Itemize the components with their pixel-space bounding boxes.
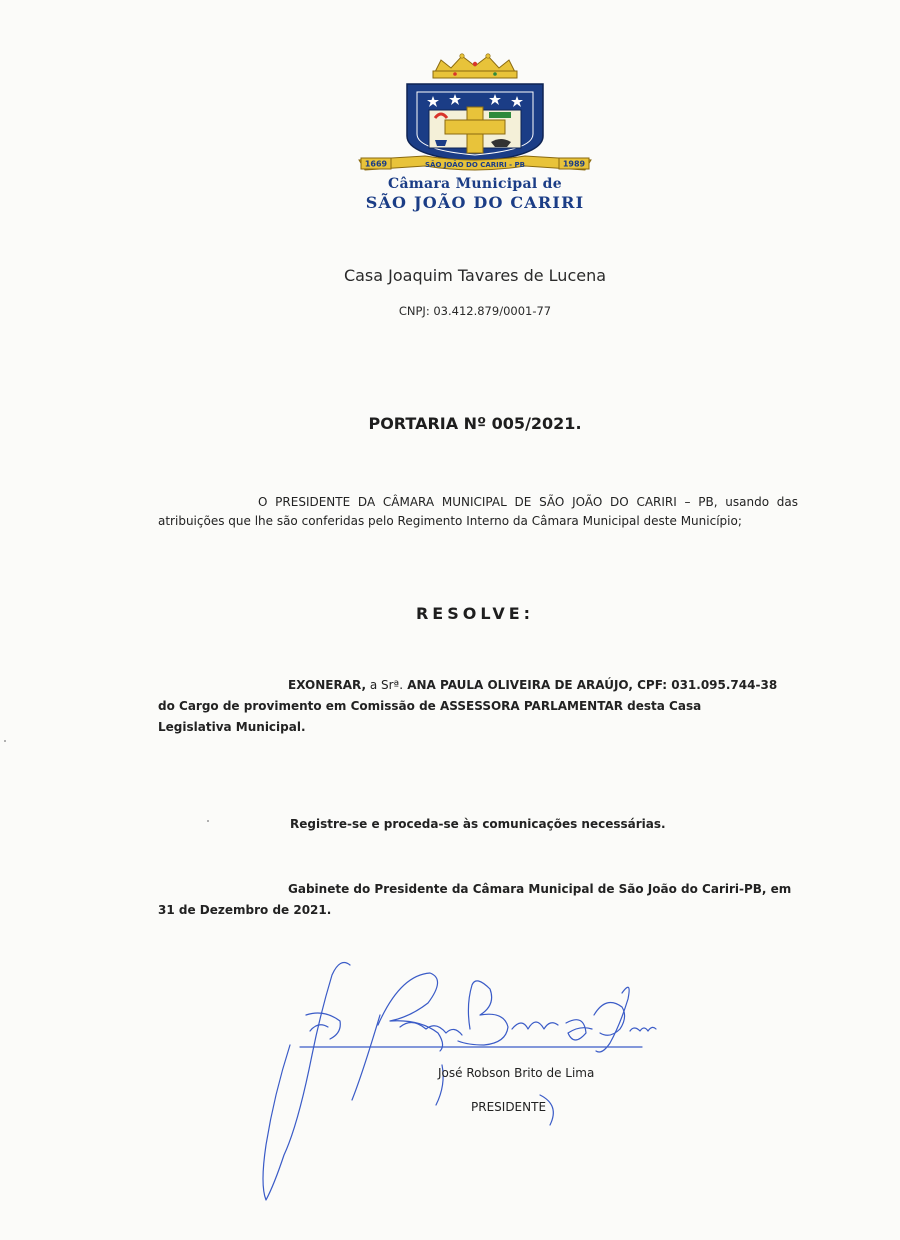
crest-ribbon-text: SÃO JOÃO DO CARIRI - PB: [424, 161, 526, 169]
signature-scribble-icon: [250, 955, 670, 1205]
resolve-heading: RESOLVE:: [415, 604, 535, 623]
scan-speck: [4, 740, 6, 742]
chamber-crest-logo: [355, 52, 595, 227]
signatory-name: José Robson Brito de Lima: [438, 1066, 595, 1080]
exoneration-paragraph: [158, 675, 778, 738]
crest-year-right: 1989: [562, 159, 586, 169]
exoneration-text: ANA PAULA OLIVEIRA DE ARAÚJO, CPF: 031.095.744-38 do Cargo de provimento em Comissão de ASSESSORA PARLAMENTAR desta Casa Legislativa Municipal.: [158, 678, 778, 734]
crest-year-left: 1669: [364, 159, 388, 169]
crown-icon: [433, 54, 517, 78]
house-name: Casa Joaquim Tavares de Lucena: [343, 266, 607, 285]
scan-speck: [207, 820, 209, 822]
exoneration-verb: EXONERAR,: [288, 678, 367, 692]
cnpj-number: CNPJ: 03.412.879/0001-77: [398, 304, 552, 318]
handwritten-signature: [250, 955, 670, 1205]
registre-clause: Registre-se e proceda-se às comunicações necessárias.: [290, 817, 666, 831]
exoneration-prefix: a Srª.: [366, 678, 404, 692]
gabinete-text: Gabinete do Presidente da Câmara Municipal de São João do Cariri-PB, em 31 de Dezembro de 2021.: [158, 882, 792, 917]
gabinete-dateline: [158, 879, 798, 921]
crest-name-line-2: SÃO JOÃO DO CARIRI: [365, 193, 585, 212]
crest-name-line-1: Câmara Municipal de: [388, 176, 562, 192]
ordinance-title: PORTARIA Nº 005/2021.: [368, 414, 582, 433]
preamble-paragraph: O PRESIDENTE DA CÂMARA MUNICIPAL DE SÃO JOÃO DO CARIRI – PB, usando das atribuições que lhe são conferidas pelo Regimento Interno da Câmara Municipal deste Município;: [158, 495, 798, 528]
signatory-role: PRESIDENTE: [471, 1100, 547, 1114]
crest-emblem-icon: [355, 52, 595, 177]
